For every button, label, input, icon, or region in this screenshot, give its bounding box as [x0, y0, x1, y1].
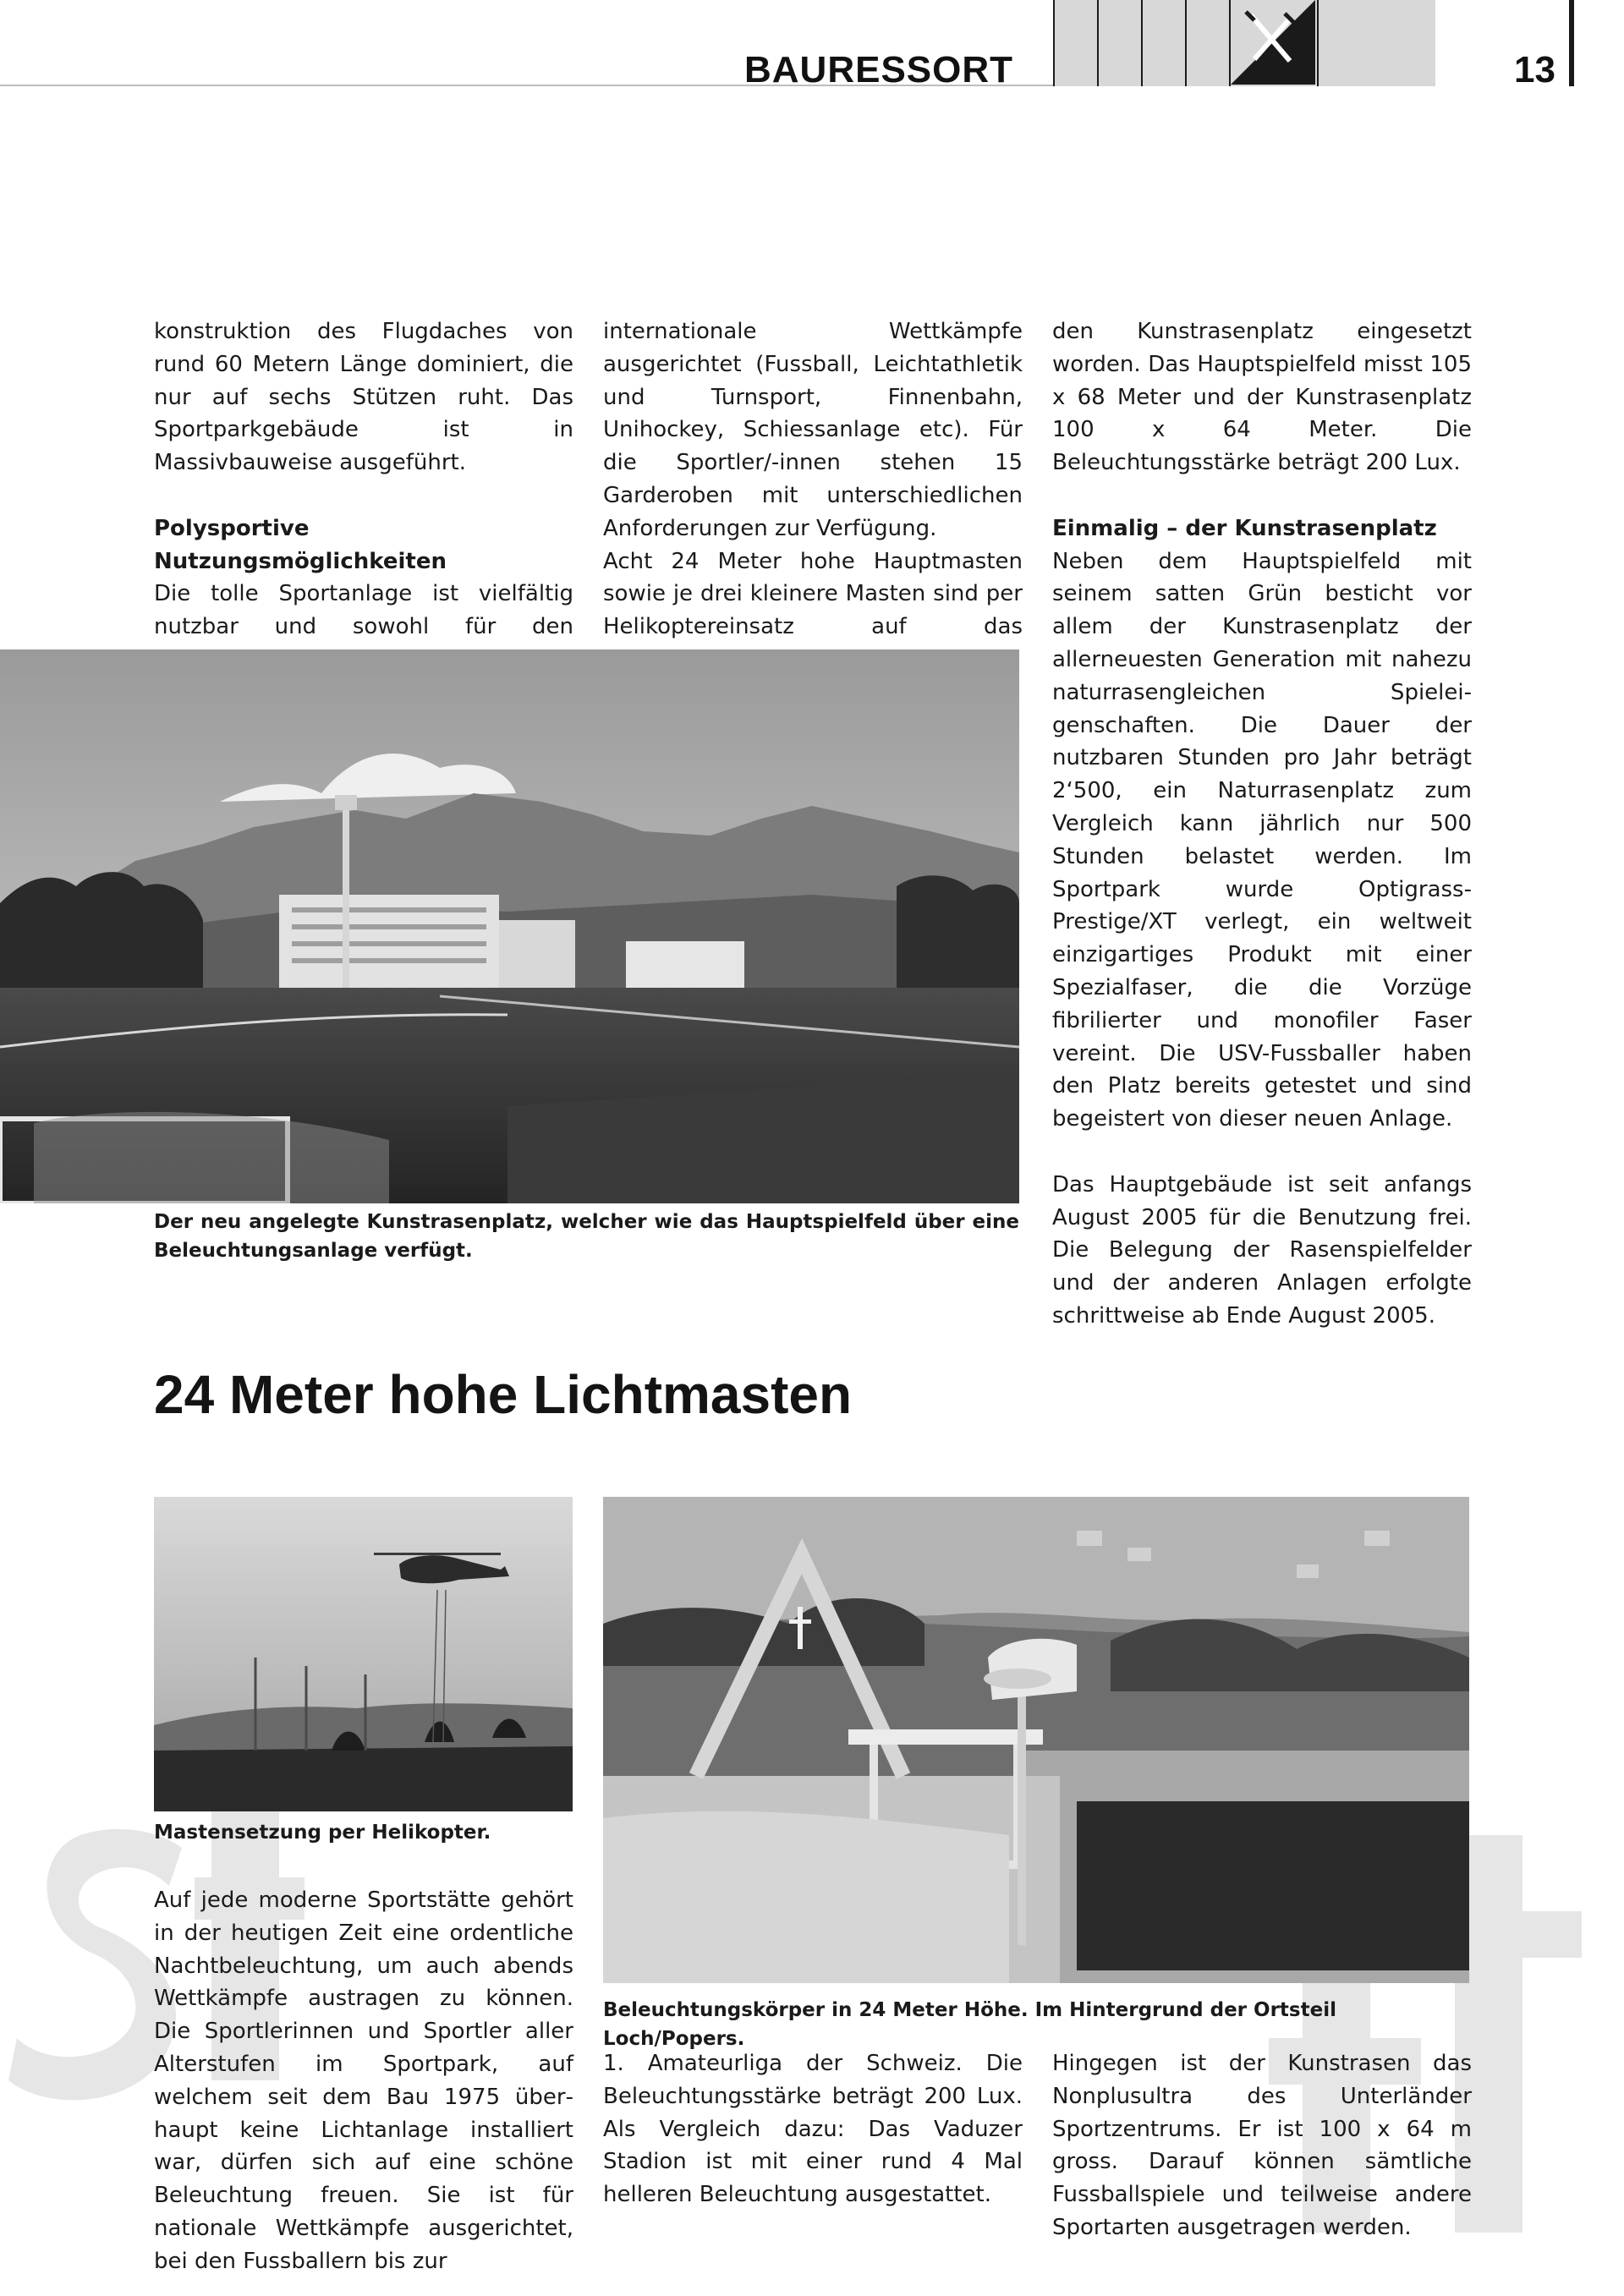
paragraph: Neben dem Hauptspielfeld mit seinem satten Grün besticht vor allem der Kunstrasenplatz der allerneuesten Generation mit nahezu naturrasengleichen Spieleigenschaften. Die Dauer der nutzbaren Stunden pro Jahr beträgt 2‘500, ein Naturrasenplatz zum Vergleich kann jährlich nur 500 Stunden belastet werden. Im Sportpark wurde Optigrass-Prestige/XT verlegt, ein weltweit einzigartiges Produkt mit einer Spezialfaser, die die Vorzüge fibrilierter und monofiler Faser vereint. Die USV-Fussballer haben den Platz bereits getestet und sind begeistert von dieser neuen Anlage.	[1052, 548, 1472, 1132]
subheading: Einmalig – der Kunstrasenplatz	[1052, 515, 1437, 541]
lower-column-1	[154, 1884, 573, 2278]
paragraph: Hingegen ist der Kunstrasen das Nonplusultra des Unterländer Sportzentrums. Er ist 100 x 64 m gross. Darauf können sämtliche Fussballspiele und teilweise andere Sportarten ausgetragen werden.	[1052, 2051, 1472, 2240]
header-cell	[1185, 0, 1229, 86]
header-cell	[1317, 0, 1435, 86]
lower-column-2	[603, 2047, 1023, 2211]
page-number: 13	[1514, 49, 1555, 90]
subheading: Polysportive Nutzungsmöglichkeiten	[154, 515, 447, 574]
photo-caption: Der neu angelegte Kunstrasenplatz, welcher wie das Hauptspielfeld über eine Beleuchtungsanlage verfügt.	[154, 1211, 1019, 1262]
intro-column-2	[603, 315, 1023, 677]
paragraph: Das Hauptgebäude ist seit anfangs August 2005 für die Benutzung frei. Die Belegung der Rasenspielfelder und der anderen Anlagen erfolgte schrittweise ab Ende August 2005.	[1052, 1171, 1472, 1329]
header-cell	[1053, 0, 1097, 86]
photo-caption: Mastensetzung per Helikopter.	[154, 1822, 491, 1844]
section-headline: 24 Meter hohe Lichtmasten	[154, 1364, 853, 1425]
header-bar	[1569, 0, 1574, 86]
header-cell	[1141, 0, 1185, 86]
tools-logo-icon	[1229, 0, 1317, 86]
stadium-photo	[0, 649, 1019, 1203]
photo-caption: Beleuchtungskörper in 24 Meter Höhe. Im Hintergrund der Ortsteil Loch/Popers.	[603, 1999, 1336, 2050]
paragraph: Die tolle Sportanlage ist vielfältig nutzbar und sowohl für den	[154, 581, 573, 640]
paragraph: internationale Wettkämpfe ausgerichtet (Fussball, Leichtathletik und Turnsport, Finnenbahn, Unihockey, Schiessanlage etc). Für die Sportler/-innen stehen 15 Garderoben mit unterschiedlichen Anforderungen zur Verfügung.	[603, 319, 1023, 541]
section-title: BAURESSORT	[744, 49, 1014, 90]
paragraph: konstruktion des Flugdaches von rund 60 Metern Länge dominiert, die nur auf sechs Stützen ruht. Das Sportparkgebäude ist in Massivbauweise ausgeführt.	[154, 319, 573, 476]
intro-column-3	[1052, 315, 1472, 1333]
lower-column-3	[1052, 2047, 1472, 2244]
header-grid	[1053, 0, 1435, 86]
lightmast-photo	[603, 1497, 1469, 1983]
paragraph: den Kunstrasenplatz eingesetzt worden. Das Hauptspielfeld misst 105 x 68 Meter und der Kunstrasenplatz 100 x 64 Meter. Die Beleuchtungsstärke beträgt 200 Lux.	[1052, 319, 1472, 476]
paragraph: 1. Amateurliga der Schweiz. Die Beleuchtungsstärke beträgt 200 Lux. Als Vergleich dazu: Das Vaduzer Stadion ist mit einer rund 4 Mal helleren Beleuchtung ausgestattet.	[603, 2051, 1023, 2208]
paragraph: Acht 24 Meter hohe Hauptmasten sowie je drei kleinere Masten sind per Helikoptereinsatz auf das	[603, 548, 1023, 640]
header-cell	[1097, 0, 1141, 86]
helicopter-photo	[154, 1497, 573, 1811]
paragraph: Auf jede moderne Sportstätte gehört in der heutigen Zeit eine ordentliche Nachtbeleuchtung, um auch abends Wettkämpfe austragen zu können. Die Sportlerinnen und Sportler aller Alterstufen im Sportpark, auf welchem seit dem Bau 1975 überhaupt keine Lichtanlage installiert war, dürfen sich auf eine schöne Beleuchtung freuen. Sie ist für nationale Wettkämpfe ausgerichtet, bei den Fussballern bis zur	[154, 1888, 573, 2274]
